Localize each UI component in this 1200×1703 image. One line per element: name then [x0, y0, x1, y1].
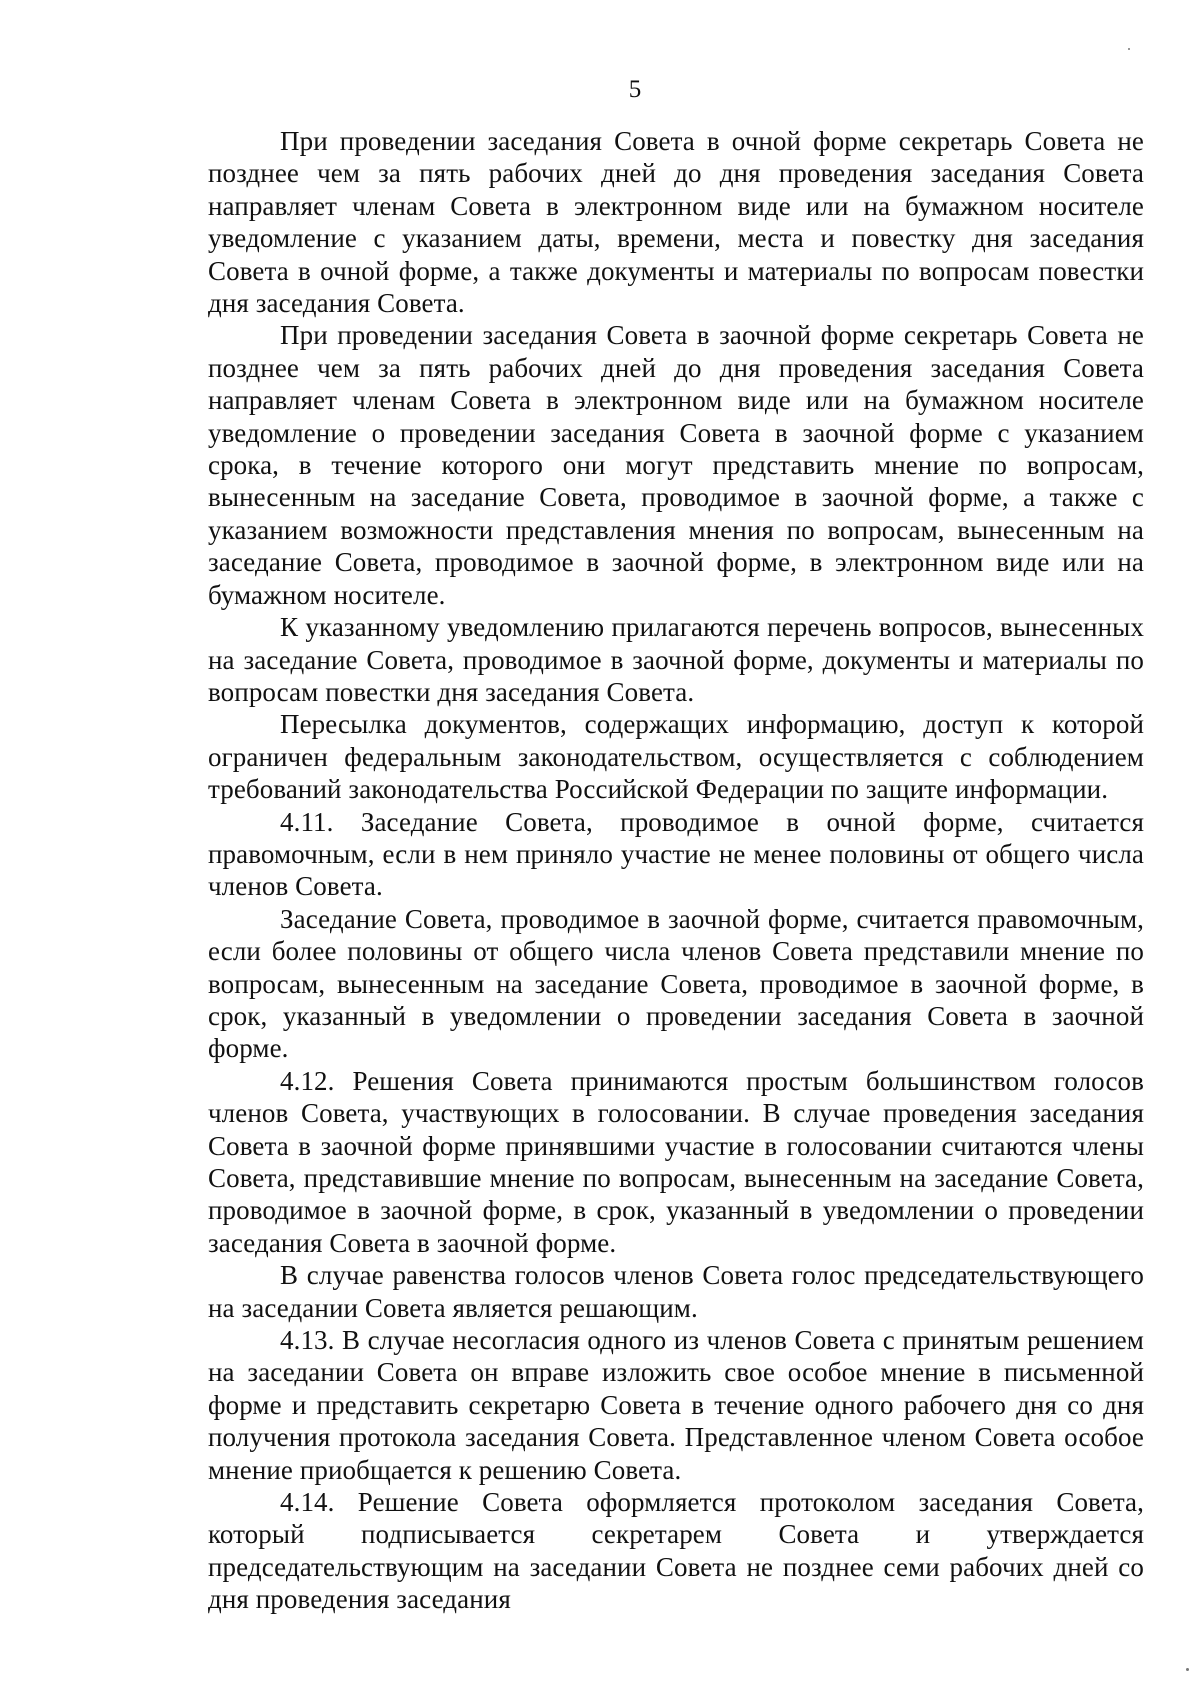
paragraph-restricted-documents: Пересылка документов, содержащих информацию, доступ к которой ограничен федеральным законодательством, осуществляется с соблюдением требований законодательства Российской Федерации по защите информации.	[208, 709, 1144, 805]
paragraph-tie-vote: В случае равенства голосов членов Совета голос председательствующего на заседании Совета является решающим.	[208, 1260, 1144, 1323]
paragraph-absentee-notice: При проведении заседания Совета в заочной форме секретарь Совета не позднее чем за пять рабочих дней до дня проведения заседания Совета направляет членам Совета в электронном виде или на бумажном носителе уведомление о проведении заседания Совета в заочной форме с указанием срока, в течение которого они могут представить мнение по вопросам, вынесенным на заседание Совета, проводимое в заочной форме, а также с указанием возможности представления мнения по вопросам, вынесенным на заседание Совета, проводимое в заочной форме, в электронном виде или на бумажном носителе.	[208, 320, 1144, 610]
paragraph-in-person-notice: При проведении заседания Совета в очной форме секретарь Совета не позднее чем за пять рабочих дней до дня проведения заседания Совета направляет членам Совета в электронном виде или на бумажном носителе уведомление с указанием даты, времени, места и повестку дня заседания Совета в очной форме, а также документы и материалы по вопросам повестки дня заседания Совета.	[208, 126, 1144, 319]
paragraph-notice-attachments: К указанному уведомлению прилагаются перечень вопросов, вынесенных на заседание Совета, проводимое в заочной форме, документы и материалы по вопросам повестки дня заседания Совета.	[208, 612, 1144, 707]
paragraph-4-11-quorum: 4.11. Заседание Совета, проводимое в очной форме, считается правомочным, если в нем приняло участие не менее половины от общего числа членов Совета.	[208, 806, 1144, 902]
document-body	[208, 125, 1144, 1616]
paragraph-absentee-quorum: Заседание Совета, проводимое в заочной форме, считается правомочным, если более половины от общего числа членов Совета представили мнение по вопросам, вынесенным на заседание Совета, проводимое в заочной форме, в срок, указанный в уведомлении о проведении заседания Совета в заочной форме.	[208, 903, 1144, 1064]
scan-speck	[1186, 1668, 1189, 1671]
paragraph-4-14-minutes: 4.14. Решение Совета оформляется протоколом заседания Совета, который подписывается секретарем Совета и утверждается председательствующим на заседании Совета не позднее семи рабочих дней со дня проведения заседания	[208, 1487, 1144, 1615]
paragraph-4-13-dissent: 4.13. В случае несогласия одного из членов Совета с принятым решением на заседании Совета он вправе изложить свое особое мнение в письменной форме и представить секретарю Совета в течение одного рабочего дня со дня получения протокола заседания Совета. Представленное членом Совета особое мнение приобщается к решению Совета.	[208, 1325, 1144, 1485]
scan-speck	[1128, 48, 1130, 50]
page-number: 5	[628, 76, 642, 103]
paragraph-4-12-decisions: 4.12. Решения Совета принимаются простым большинством голосов членов Совета, участвующих в голосовании. В случае проведения заседания Совета в заочной форме принявшими участие в голосовании считаются члены Совета, представившие мнение по вопросам, вынесенным на заседание Совета, проводимое в заочной форме, в срок, указанный в уведомлении о проведении заседания Совета в заочной форме.	[208, 1065, 1144, 1258]
